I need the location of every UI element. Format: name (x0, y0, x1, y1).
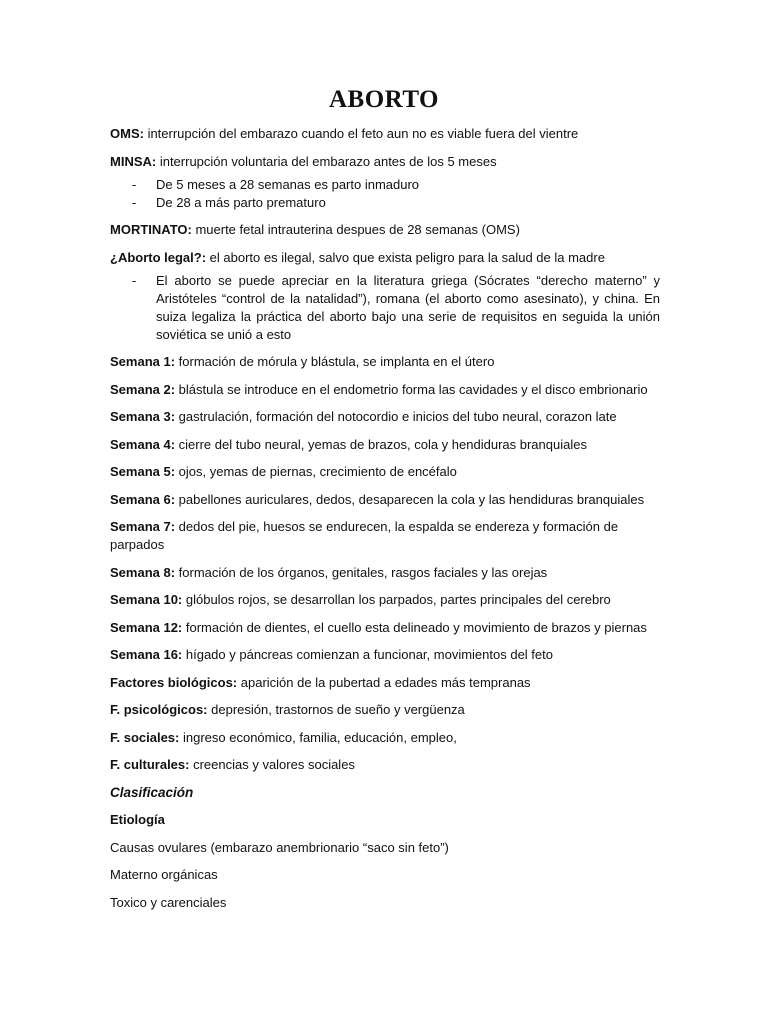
week-4 (110, 436, 660, 454)
legal-bullet-list (110, 272, 660, 344)
week-text: pabellones auriculares, dedos, desaparecen la cola y las hendiduras branquiales (175, 491, 645, 507)
page-title: ABORTO (328, 86, 440, 113)
week-label: Semana 5: (110, 464, 176, 479)
definition-oms (110, 125, 660, 143)
week-10 (110, 591, 660, 609)
week-label: Semana 4: (110, 436, 176, 452)
definition-text: interrupción del embarazo cuando el feto aun no es viable fuera del vientre (143, 126, 579, 141)
week-5 (110, 463, 660, 481)
week-7 (110, 518, 660, 554)
week-text: hígado y páncreas comienzan a funcionar, movimientos del feto (182, 647, 553, 662)
week-text: ojos, yemas de piernas, crecimiento de encéfalo (175, 464, 457, 479)
factor-text: ingreso económico, familia, educación, empleo, (179, 729, 457, 745)
cause-item: Causas ovulares (embarazo anembrionario “saco sin feto”) (110, 839, 449, 855)
definition-label: ¿Aborto legal?: (110, 249, 207, 265)
week-text: glóbulos rojos, se desarrollan los parpados, partes principales del cerebro (182, 592, 611, 607)
week-label: Semana 6: (110, 491, 176, 507)
week-text: gastrulación, formación del notocordio e inicios del tubo neural, corazon late (175, 409, 617, 424)
list-item: - El aborto se puede apreciar en la literatura griega (Sócrates “derecho materno” y Aristóteles “control de la natalidad”), romana (el aborto como asesinato), y china. En suiza legaliza la práctica del aborto bajo una serie de requisitos en seguida la unión soviética se unió a esto (110, 272, 660, 344)
minsa-bullet-list (110, 176, 660, 212)
section-heading-clasificacion: Clasificación (110, 784, 194, 800)
factor-sociales (110, 729, 660, 747)
week-label: Semana 2: (110, 381, 176, 397)
week-12 (110, 619, 660, 637)
definition-label: MINSA: (110, 153, 157, 169)
subheading-etiologia (110, 811, 660, 829)
factor-biologicos (110, 674, 660, 692)
week-label: Semana 7: (110, 519, 176, 534)
week-label: Semana 3: (110, 409, 176, 424)
week-16 (110, 646, 660, 664)
definition-label: OMS: (110, 126, 144, 141)
list-item: - De 28 a más parto prematuro (110, 194, 660, 212)
definition-mortinato (110, 221, 660, 239)
factor-label: F. sociales: (110, 729, 180, 745)
factor-text: creencias y valores sociales (189, 757, 355, 772)
factor-label: F. culturales: (110, 757, 190, 772)
week-6 (110, 491, 660, 509)
cause-item: Materno orgánicas (110, 867, 218, 882)
week-label: Semana 8: (110, 564, 176, 580)
definition-label: MORTINATO: (110, 222, 192, 237)
factor-psicologicos (110, 701, 660, 719)
week-text: dedos del pie, huesos se endurecen, la espalda se endereza y formación de parpados (110, 519, 619, 552)
week-text: formación de los órganos, genitales, rasgos faciales y las orejas (175, 564, 548, 580)
definition-text: el aborto es ilegal, salvo que exista peligro para la salud de la madre (206, 249, 605, 265)
week-text: cierre del tubo neural, yemas de brazos, cola y hendiduras branquiales (175, 436, 587, 452)
definition-minsa (110, 153, 660, 171)
week-text: formación de dientes, el cuello esta delineado y movimiento de brazos y piernas (182, 619, 647, 635)
list-item: - De 5 meses a 28 semanas es parto inmaduro (110, 176, 660, 194)
cause-item: Toxico y carenciales (110, 894, 227, 910)
week-label: Semana 1: (110, 354, 176, 369)
week-label: Semana 12: (110, 619, 183, 635)
week-text: blástula se introduce en el endometrio forma las cavidades y el disco embrionario (175, 381, 648, 397)
factor-text: depresión, trastornos de sueño y vergüenza (207, 702, 465, 717)
week-1 (110, 353, 660, 371)
factor-label: F. psicológicos: (110, 702, 208, 717)
factor-text: aparición de la pubertad a edades más tempranas (237, 674, 531, 690)
week-text: formación de mórula y blástula, se implanta en el útero (175, 354, 495, 369)
definition-text: muerte fetal intrauterina despues de 28 semanas (OMS) (191, 222, 520, 237)
factor-culturales (110, 756, 660, 774)
week-label: Semana 16: (110, 647, 183, 662)
subheading-label: Etiología (110, 812, 165, 827)
week-2 (110, 381, 660, 399)
week-label: Semana 10: (110, 592, 183, 607)
factor-label: Factores biológicos: (110, 674, 238, 690)
definition-aborto-legal (110, 249, 660, 267)
document-body (110, 125, 660, 921)
week-8 (110, 564, 660, 582)
definition-text: interrupción voluntaria del embarazo antes de los 5 meses (156, 153, 497, 169)
week-3 (110, 408, 660, 426)
